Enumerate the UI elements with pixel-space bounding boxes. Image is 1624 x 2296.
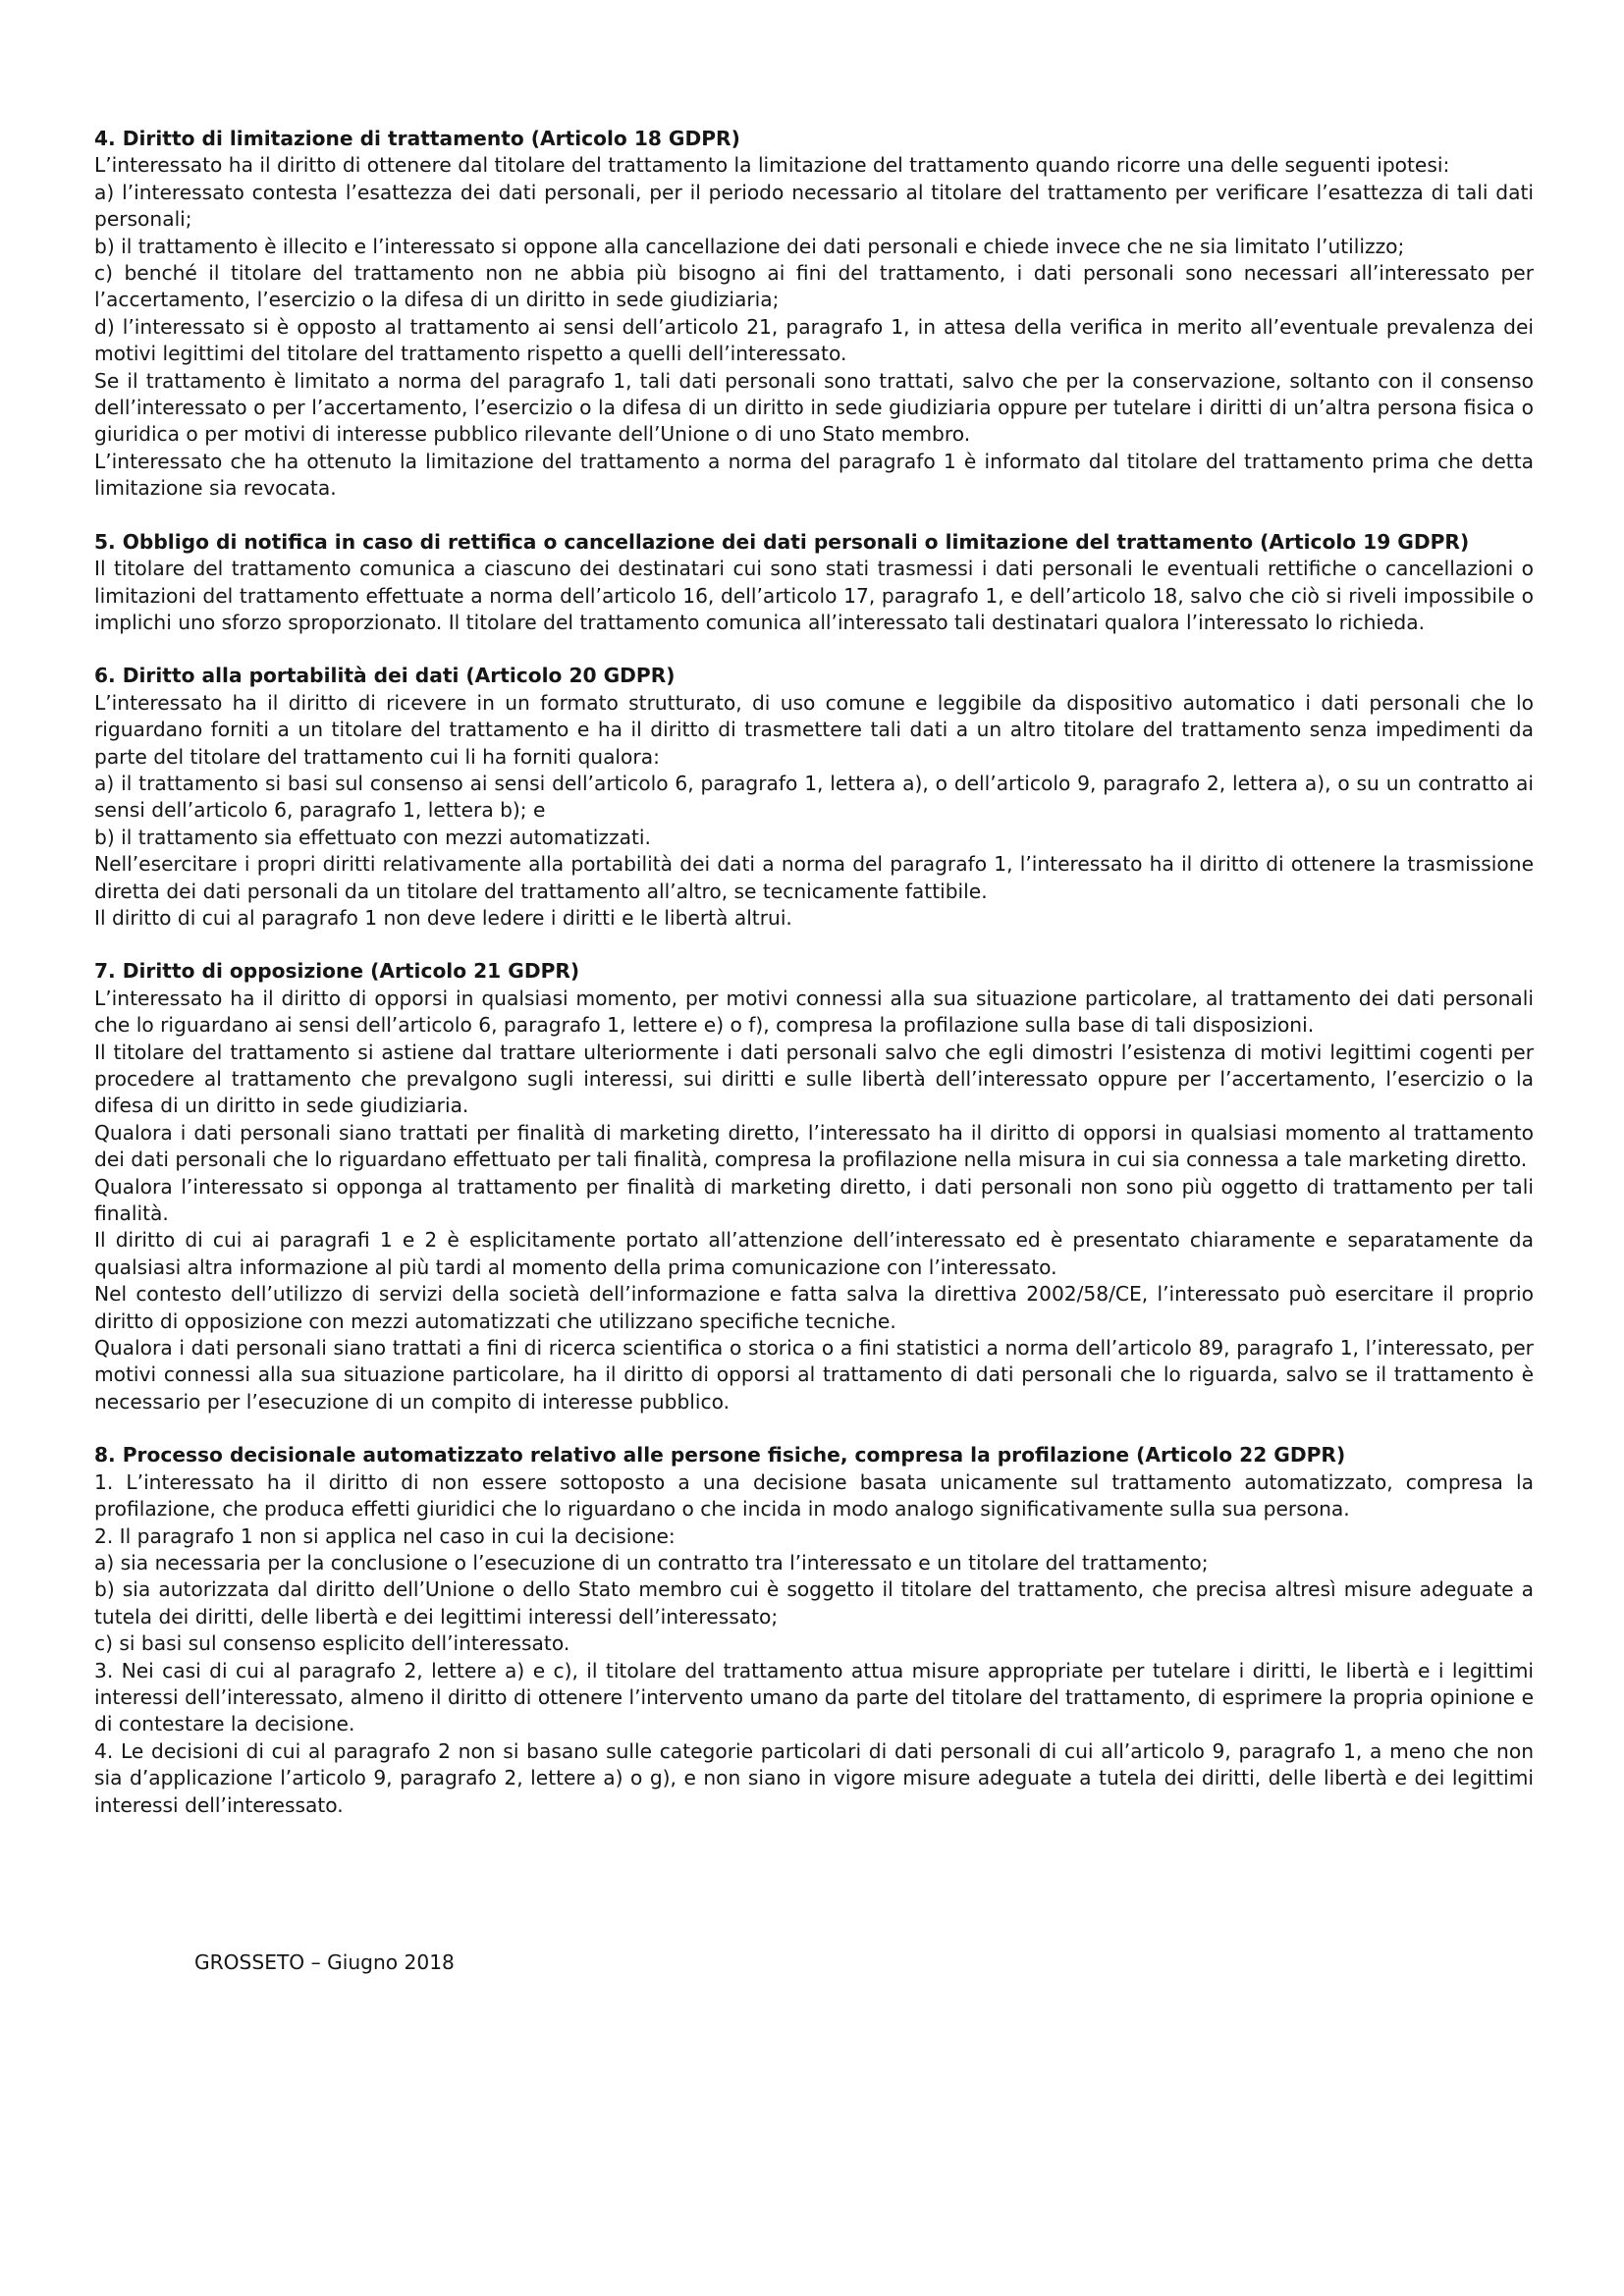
paragraph: b) il trattamento è illecito e l’interessato si oppone alla cancellazione dei dati personali e chiede invece che ne sia limitato l’utilizzo; [94,234,1405,258]
paragraph: b) sia autorizzata dal diritto dell’Unione o dello Stato membro cui è soggetto il titolare del trattamento, che precisa altresì misure adeguate a tutela dei diritti, delle libertà e dei legittimi interessi dell’interessato; [94,1577,1534,1629]
paragraph: c) benché il titolare del trattamento non ne abbia più bisogno ai fini del trattamento, i dati personali sono necessari all’interessato per l’accertamento, l’esercizio o la difesa di un diritto in sede giudiziaria; [94,261,1534,312]
section-article-22 [94,1442,1534,1819]
paragraph: L’interessato che ha ottenuto la limitazione del trattamento a norma del paragrafo 1 è informato dal titolare del trattamento prima che detta limitazione sia revocata. [94,449,1534,501]
paragraph: Qualora l’interessato si opponga al trattamento per finalità di marketing diretto, i dati personali non sono più oggetto di trattamento per tali finalità. [94,1174,1534,1226]
paragraph: Il diritto di cui ai paragrafi 1 e 2 è esplicitamente portato all’attenzione dell’interessato ed è presentato chiaramente e separatamente da qualsiasi altra informazione al più tardi al momento della prima comunicazione con l’interessato. [94,1228,1534,1279]
paragraph: b) il trattamento sia effettuato con mezzi automatizzati. [94,825,651,849]
section-title: 5. Obbligo di notifica in caso di rettifica o cancellazione dei dati personali o limitazione del trattamento (Articolo 19 GDPR) [94,529,1470,554]
paragraph: 1. L’interessato ha il diritto di non essere sottoposto a una decisione basata unicamente sul trattamento automatizzato, compresa la profilazione, che produca effetti giuridici che lo riguardano o che incida in modo analogo significativamente sulla sua persona. [94,1469,1534,1522]
section-title: 7. Diritto di opposizione (Articolo 21 GDPR) [94,959,580,984]
section-title: 8. Processo decisionale automatizzato relativo alle persone fisiche, compresa la profilazione (Articolo 22 GDPR) [94,1443,1346,1468]
section-article-18 [94,126,1534,503]
section-article-19 [94,529,1534,637]
paragraph: L’interessato ha il diritto di opporsi in qualsiasi momento, per motivi connessi alla sua situazione particolare, al trattamento dei dati personali che lo riguardano ai sensi dell’articolo 6, paragrafo 1, lettere e) o f), compresa la profilazione sulla base di tali disposizioni. [94,986,1534,1038]
paragraph: Se il trattamento è limitato a norma del paragrafo 1, tali dati personali sono trattati, salvo che per la conservazione, soltanto con il consenso dell’interessato o per l’accertamento, l’esercizio o la difesa di un diritto in sede giudiziaria oppure per tutelare i diritti di un’altra persona fisica o giuridica o per motivi di interesse pubblico rilevante dell’Unione o di uno Stato membro. [94,368,1534,447]
section-title: 4. Diritto di limitazione di trattamento (Articolo 18 GDPR) [94,127,740,150]
paragraph: a) l’interessato contesta l’esattezza dei dati personali, per il periodo necessario al titolare del trattamento per verificare l’esattezza di tali dati personali; [94,180,1534,232]
place-date: GROSSETO – Giugno 2018 [194,1950,455,1974]
paragraph: 3. Nei casi di cui al paragrafo 2, lettere a) e c), il titolare del trattamento attua misure appropriate per tutelare i diritti, le libertà e i legittimi interessi dell’interessato, almeno il diritto di ottenere l’intervento umano da parte del titolare del trattamento, di esprimere la propria opinione e di contestare la decisione. [94,1658,1534,1736]
document-body [94,126,1534,1845]
paragraph: d) l’interessato si è opposto al trattamento ai sensi dell’articolo 21, paragrafo 1, in attesa della verifica in merito all’eventuale prevalenza dei motivi legittimi del titolare del trattamento rispetto a quelli dell’interessato. [94,314,1534,366]
section-article-20 [94,663,1534,932]
paragraph: L’interessato ha il diritto di ricevere in un formato strutturato, di uso comune e leggibile da dispositivo automatico i dati personali che lo riguardano forniti a un titolare del trattamento e ha il diritto di trasmettere tali dati a un altro titolare del trattamento senza impedimenti da parte del titolare del trattamento cui li ha forniti qualora: [94,690,1534,769]
paragraph: c) si basi sul consenso esplicito dell’interessato. [94,1631,570,1656]
paragraph: Qualora i dati personali siano trattati a fini di ricerca scientifica o storica o a fini statistici a norma dell’articolo 89, paragrafo 1, l’interessato, per motivi connessi alla sua situazione particolare, ha il diritto di opporsi al trattamento di dati personali che lo riguarda, salvo se il trattamento è necessario per l’esecuzione di un compito di interesse pubblico. [94,1336,1534,1414]
paragraph: L’interessato ha il diritto di ottenere dal titolare del trattamento la limitazione del trattamento quando ricorre una delle seguenti ipotesi: [94,153,1450,178]
paragraph: 4. Le decisioni di cui al paragrafo 2 non si basano sulle categorie particolari di dati personali di cui all’articolo 9, paragrafo 1, a meno che non sia d’applicazione l’articolo 9, paragrafo 2, lettere a) o g), e non siano in vigore misure adeguate a tutela dei diritti, delle libertà e dei legittimi interessi dell’interessato. [94,1738,1534,1817]
paragraph: a) il trattamento si basi sul consenso ai sensi dell’articolo 6, paragrafo 1, lettera a), o dell’articolo 9, paragrafo 2, lettera a), o su un contratto ai sensi dell’articolo 6, paragrafo 1, lettera b); e [94,771,1534,823]
section-article-21 [94,958,1534,1415]
paragraph: Nel contesto dell’utilizzo di servizi della società dell’informazione e fatta salva la direttiva 2002/58/CE, l’interessato può esercitare il proprio diritto di opposizione con mezzi automatizzati che utilizzano specifiche tecniche. [94,1282,1534,1333]
section-title: 6. Diritto alla portabilità dei dati (Articolo 20 GDPR) [94,664,676,688]
paragraph: Il titolare del trattamento si astiene dal trattare ulteriormente i dati personali salvo che egli dimostri l’esistenza di motivi legittimi cogenti per procedere al trattamento che prevalgono sugli interessi, sui diritti e sulle libertà dell’interessato oppure per l’accertamento, l’esercizio o la difesa di un diritto in sede giudiziaria. [94,1040,1534,1118]
paragraph: Nell’esercitare i propri diritti relativamente alla portabilità dei dati a norma del paragrafo 1, l’interessato ha il diritto di ottenere la trasmissione diretta dei dati personali da un titolare del trattamento all’altro, se tecnicamente fattibile. [94,852,1534,903]
paragraph: Il titolare del trattamento comunica a ciascuno dei destinatari cui sono stati trasmessi i dati personali le eventuali rettifiche o cancellazioni o limitazioni del trattamento effettuate a norma dell’articolo 16, dell’articolo 17, paragrafo 1, e dell’articolo 18, salvo che ciò si riveli impossibile o implichi uno sforzo sproporzionato. Il titolare del trattamento comunica all’interessato tali destinatari qualora l’interessato lo richieda. [94,557,1534,634]
paragraph: 2. Il paragrafo 1 non si applica nel caso in cui la decisione: [94,1523,676,1548]
paragraph: Il diritto di cui al paragrafo 1 non deve ledere i diritti e le libertà altrui. [94,905,792,930]
paragraph: Qualora i dati personali siano trattati per finalità di marketing diretto, l’interessato ha il diritto di opporsi in qualsiasi momento al trattamento dei dati personali che lo riguardano effettuato per tali finalità, compresa la profilazione nella misura in cui sia connessa a tale marketing diretto. [94,1120,1534,1172]
paragraph: a) sia necessaria per la conclusione o l’esecuzione di un contratto tra l’interessato e un titolare del trattamento; [94,1550,1209,1575]
